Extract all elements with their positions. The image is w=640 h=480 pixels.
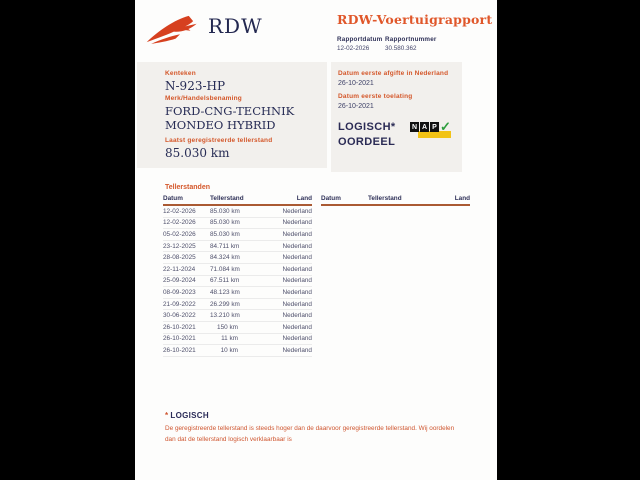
kenteken-label: Kenteken (165, 70, 196, 77)
cell-tellerstand: 67.511 km (210, 277, 240, 285)
cell-land: Nederland (282, 300, 312, 308)
rdw-logo (145, 13, 263, 50)
cell-datum: 28-08-2025 (163, 254, 196, 262)
table-row (163, 310, 312, 322)
table-header-row (163, 195, 312, 206)
afgifte-date: 26-10-2021 (338, 79, 374, 87)
table-row (163, 299, 312, 311)
table-row (163, 252, 312, 264)
cell-datum: 12-02-2026 (163, 219, 196, 227)
nap-logo (410, 119, 454, 142)
cell-land: Nederland (282, 207, 312, 215)
footnote-text: De geregistreerde tellerstand is steeds hoger dan de daarvoor geregistreerde tellerstand. Wij oordelen dan dat de tellerstand logisch verklaarbaar is (165, 425, 455, 443)
table-row (163, 345, 312, 357)
rdw-bird-icon (145, 13, 201, 50)
cell-tellerstand: 85.030 km (210, 219, 240, 227)
afgifte-label: Datum eerste afgifte in Nederland (338, 70, 449, 77)
cell-datum: 08-09-2023 (163, 288, 196, 296)
cell-land: Nederland (282, 288, 312, 296)
table-row (163, 206, 312, 218)
cell-datum: 21-09-2022 (163, 300, 196, 308)
rdw-logo-text: RDW (208, 14, 263, 38)
cell-datum: 05-02-2026 (163, 230, 196, 238)
header-tellerstand: Tellerstand (368, 195, 402, 202)
oordeel-line1: LOGISCH* (338, 121, 396, 133)
merk-label: Merk/Handelsbenaming (165, 95, 242, 102)
cell-land: Nederland (282, 254, 312, 262)
report-date-label: Rapportdatum (337, 36, 383, 43)
vehicle-panel (137, 62, 327, 168)
nap-letter-a: A (421, 123, 428, 131)
table-row (163, 218, 312, 230)
table-row (163, 241, 312, 253)
nap-check-icon: ✓ (440, 119, 451, 134)
cell-tellerstand: 26.299 km (210, 300, 240, 308)
registration-panel (331, 62, 462, 172)
report-date-block (337, 36, 382, 52)
cell-land: Nederland (282, 242, 312, 250)
cell-datum: 26-10-2021 (163, 335, 196, 343)
oordeel-line2: OORDEEL (338, 136, 396, 148)
cell-tellerstand: 84.324 km (210, 254, 240, 262)
header-tellerstand: Tellerstand (210, 195, 244, 202)
table-row (163, 334, 312, 346)
header-datum: Datum (321, 195, 341, 202)
cell-tellerstand: 48.123 km (210, 288, 240, 296)
cell-land: Nederland (282, 312, 312, 320)
cell-datum: 12-02-2026 (163, 207, 196, 215)
toelating-label: Datum eerste toelating (338, 93, 413, 100)
table-row (163, 276, 312, 288)
cell-tellerstand: 84.711 km (210, 242, 240, 250)
oordeel-text (338, 120, 396, 150)
cell-datum: 30-06-2022 (163, 312, 196, 320)
cell-land: Nederland (282, 277, 312, 285)
report-number-block (385, 36, 437, 52)
footnote (165, 411, 465, 445)
nap-letter-n: N (411, 123, 418, 131)
header-datum: Datum (163, 195, 183, 202)
footnote-title-text: LOGISCH (170, 411, 209, 420)
table-row (163, 322, 312, 334)
report-date-value: 12-02-2026 (337, 45, 370, 52)
table-row (163, 229, 312, 241)
cell-tellerstand: 13.210 km (210, 312, 240, 320)
cell-land: Nederland (282, 335, 312, 343)
merk-line1: FORD-CNG-TECHNIK (165, 104, 295, 118)
cell-tellerstand: 11 km (221, 335, 238, 343)
cell-tellerstand: 85.030 km (210, 207, 240, 215)
merk-line2: MONDEO HYBRID (165, 118, 276, 132)
cell-datum: 26-10-2021 (163, 346, 196, 354)
cell-datum: 23-12-2025 (163, 242, 196, 250)
cell-datum: 22-11-2024 (163, 265, 196, 273)
cell-land: Nederland (282, 265, 312, 273)
table-header-row (321, 195, 470, 206)
toelating-date: 26-10-2021 (338, 102, 374, 110)
nap-letter-p: P (430, 122, 439, 132)
header-land: Land (454, 195, 470, 202)
report-number-label: Rapportnummer (385, 36, 437, 43)
cell-land: Nederland (282, 323, 312, 331)
laatste-tellerstand-label: Laatst geregistreerde tellerstand (165, 137, 273, 144)
footnote-title (165, 411, 465, 420)
footnote-asterisk: * (165, 411, 169, 420)
tellerstanden-table-left (163, 195, 312, 357)
cell-tellerstand: 71.084 km (210, 265, 240, 273)
page-title: RDW-Voertuigrapport (337, 12, 493, 27)
tellerstanden-section-title: Tellerstanden (165, 184, 210, 191)
cell-datum: 25-09-2024 (163, 277, 196, 285)
report-page (135, 0, 497, 480)
header-land: Land (296, 195, 312, 202)
cell-land: Nederland (282, 219, 312, 227)
cell-tellerstand: 85.030 km (210, 230, 240, 238)
cell-land: Nederland (282, 346, 312, 354)
table-row (163, 287, 312, 299)
report-number-value: 30.580.362 (385, 45, 417, 52)
table-row (163, 264, 312, 276)
nap-letter-tiles (410, 122, 439, 132)
cell-land: Nederland (282, 230, 312, 238)
cell-tellerstand: 10 km (220, 346, 238, 354)
laatste-tellerstand-value: 85.030 km (165, 146, 230, 160)
cell-datum: 26-10-2021 (163, 323, 196, 331)
kenteken-value: N-923-HP (165, 79, 226, 93)
tellerstanden-table-right (321, 195, 470, 206)
cell-tellerstand: 150 km (217, 323, 238, 331)
